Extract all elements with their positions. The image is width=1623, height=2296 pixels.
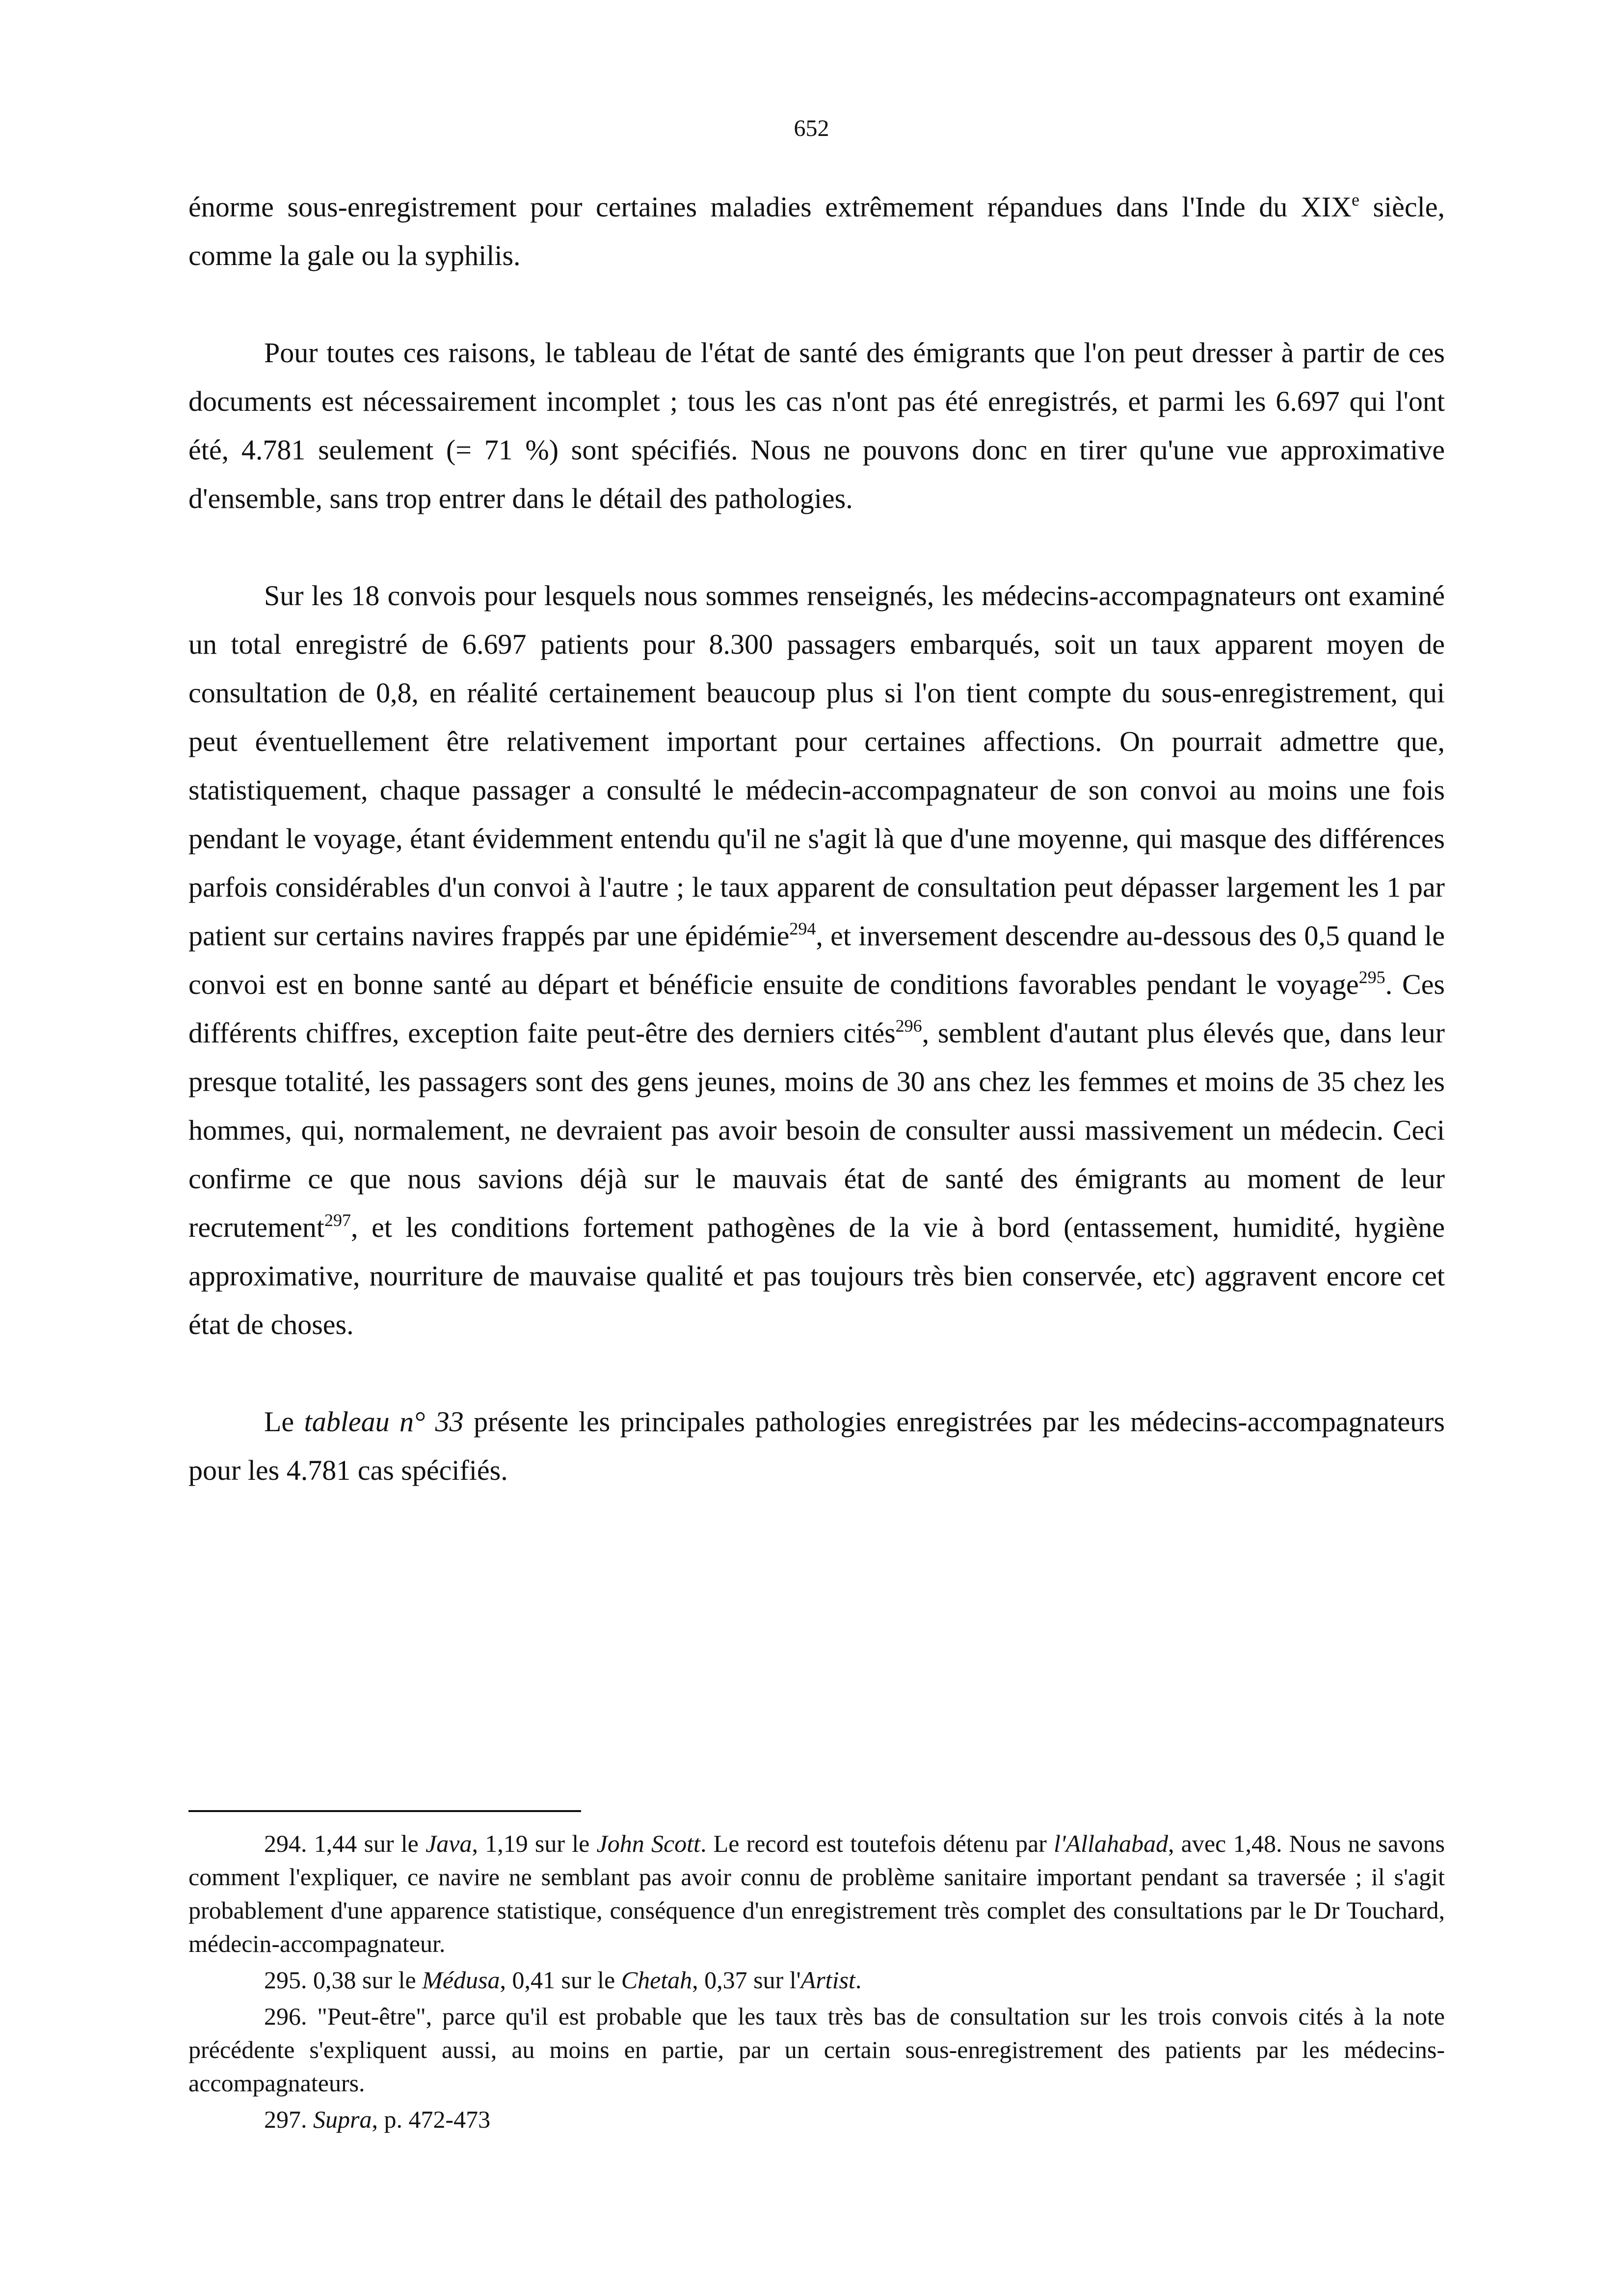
footnote-297 — [188, 2103, 1445, 2136]
footnote-ref: 296 — [895, 1016, 922, 1036]
footnote-ref: 295 — [1358, 967, 1385, 987]
footnote-294 — [188, 1827, 1445, 1960]
footnote-ref: e — [1351, 190, 1359, 210]
body-text — [188, 183, 1445, 1495]
note-text: . Le record est toutefois détenu par — [700, 1830, 1054, 1857]
footnote-ref: 294 — [789, 919, 816, 938]
paragraph-text: siècle, comme la gale ou la syphilis. — [188, 191, 1445, 271]
note-text: . — [855, 1966, 862, 1994]
paragraph-text: . Ces différents chiffres, exception faite peut-être des derniers cités — [188, 968, 1445, 1049]
note-text: , 0,41 sur le — [500, 1966, 621, 1994]
paragraph-text: , semblent d'autant plus élevés que, dans leur presque totalité, les passagers sont des gens jeunes, moins de 30 ans chez les femmes et moins de 35 chez les hommes, qui, normalement, ne devraient pas avoir besoin de consulter aussi massivement un médecin. Ceci confirme ce que nous savions déjà sur le mauvais état de santé des émigrants au moment de leur recrutement — [188, 1017, 1445, 1243]
page-number: 652 — [794, 115, 829, 141]
note-text: , 1,19 sur le — [472, 1830, 597, 1857]
footnotes — [188, 1827, 1445, 2136]
paragraph-4 — [188, 1397, 1445, 1495]
note-italic-text: Java — [426, 1830, 472, 1857]
paragraph-1 — [188, 183, 1445, 280]
paragraph-text: Le — [264, 1406, 304, 1438]
note-text: 294. 1,44 sur le — [264, 1830, 426, 1857]
note-text: , 0,37 sur l' — [692, 1966, 801, 1994]
note-text: 296. "Peut-être", parce qu'il est probable que les taux très bas de consultation sur les trois convois cités à la note précédente s'expliquent aussi, au moins en partie, par un certain sous-enregistrement des patients par les médecins-accompagnateurs. — [188, 2002, 1445, 2097]
note-text: 295. 0,38 sur le — [264, 1966, 423, 1994]
footnote-ref: 297 — [324, 1210, 351, 1230]
paragraph-3 — [188, 571, 1445, 1349]
paragraph-text: , et les conditions fortement pathogènes de la vie à bord (entassement, humidité, hygiène approximative, nourriture de mauvaise qualité et pas toujours très bien conservée, etc) aggravent encore cet état de choses. — [188, 1211, 1445, 1340]
note-italic-text: l'Allahabad — [1054, 1830, 1168, 1857]
note-text: 297. — [264, 2106, 313, 2133]
paragraph-text: Sur les 18 convois pour lesquels nous sommes renseignés, les médecins-accompagnateurs ont examiné un total enregistré de 6.697 patients pour 8.300 passagers embarqués, soit un taux apparent moyen de consultation de 0,8, en réalité certainement beaucoup plus si l'on tient compte du sous-enregistrement, qui peut éventuellement être relativement important pour certaines affections. On pourrait admettre que, statistiquement, chaque passager a consulté le médecin-accompagnateur de son convoi au moins une fois pendant le voyage, étant évidemment entendu qu'il ne s'agit là que d'une moyenne, qui masque des différences parfois considérables d'un convoi à l'autre ; le taux apparent de consultation peut dépasser largement les 1 par patient sur certains navires frappés par une épidémie — [188, 580, 1445, 952]
paragraph-text: , et inversement descendre au-dessous des 0,5 quand le convoi est en bonne santé au départ et bénéficie ensuite de conditions favorables pendant le voyage — [188, 920, 1445, 1000]
paragraph-text: énorme sous-enregistrement pour certaines maladies extrêmement répandues dans l'Inde du XIX — [188, 191, 1352, 223]
paragraph-text: présente les principales pathologies enregistrées par les médecins-accompagnateurs pour les 4.781 cas spécifiés. — [188, 1406, 1445, 1486]
note-text: , p. 472-473 — [372, 2106, 491, 2133]
note-italic-text: John Scott — [596, 1830, 700, 1857]
footnote-separator — [188, 1810, 581, 1812]
note-text: , avec 1,48. Nous ne savons comment l'expliquer, ce navire ne semblant pas avoir connu de problème sanitaire important pendant sa traversée ; il s'agit probablement d'une apparence statistique, conséquence d'un enregistrement très complet des consultations par le Dr Touchard, médecin-accompagnateur. — [188, 1830, 1445, 1957]
italic-text: tableau n° 33 — [304, 1406, 464, 1438]
footnote-296 — [188, 2000, 1445, 2100]
paragraph-text: Pour toutes ces raisons, le tableau de l'état de santé des émigrants que l'on peut dresser à partir de ces documents est nécessairement incomplet ; tous les cas n'ont pas été enregistrés, et parmi les 6.697 qui l'ont été, 4.781 seulement (= 71 %) sont spécifiés. Nous ne pouvons donc en tirer qu'une vue approximative d'ensemble, sans trop entrer dans le détail des pathologies. — [188, 337, 1445, 514]
footnote-295 — [188, 1963, 1445, 1997]
note-italic-text: Supra — [313, 2106, 372, 2133]
note-italic-text: Chetah — [621, 1966, 692, 1994]
note-italic-text: Artist — [800, 1966, 855, 1994]
note-italic-text: Médusa — [422, 1966, 500, 1994]
paragraph-2 — [188, 328, 1445, 523]
